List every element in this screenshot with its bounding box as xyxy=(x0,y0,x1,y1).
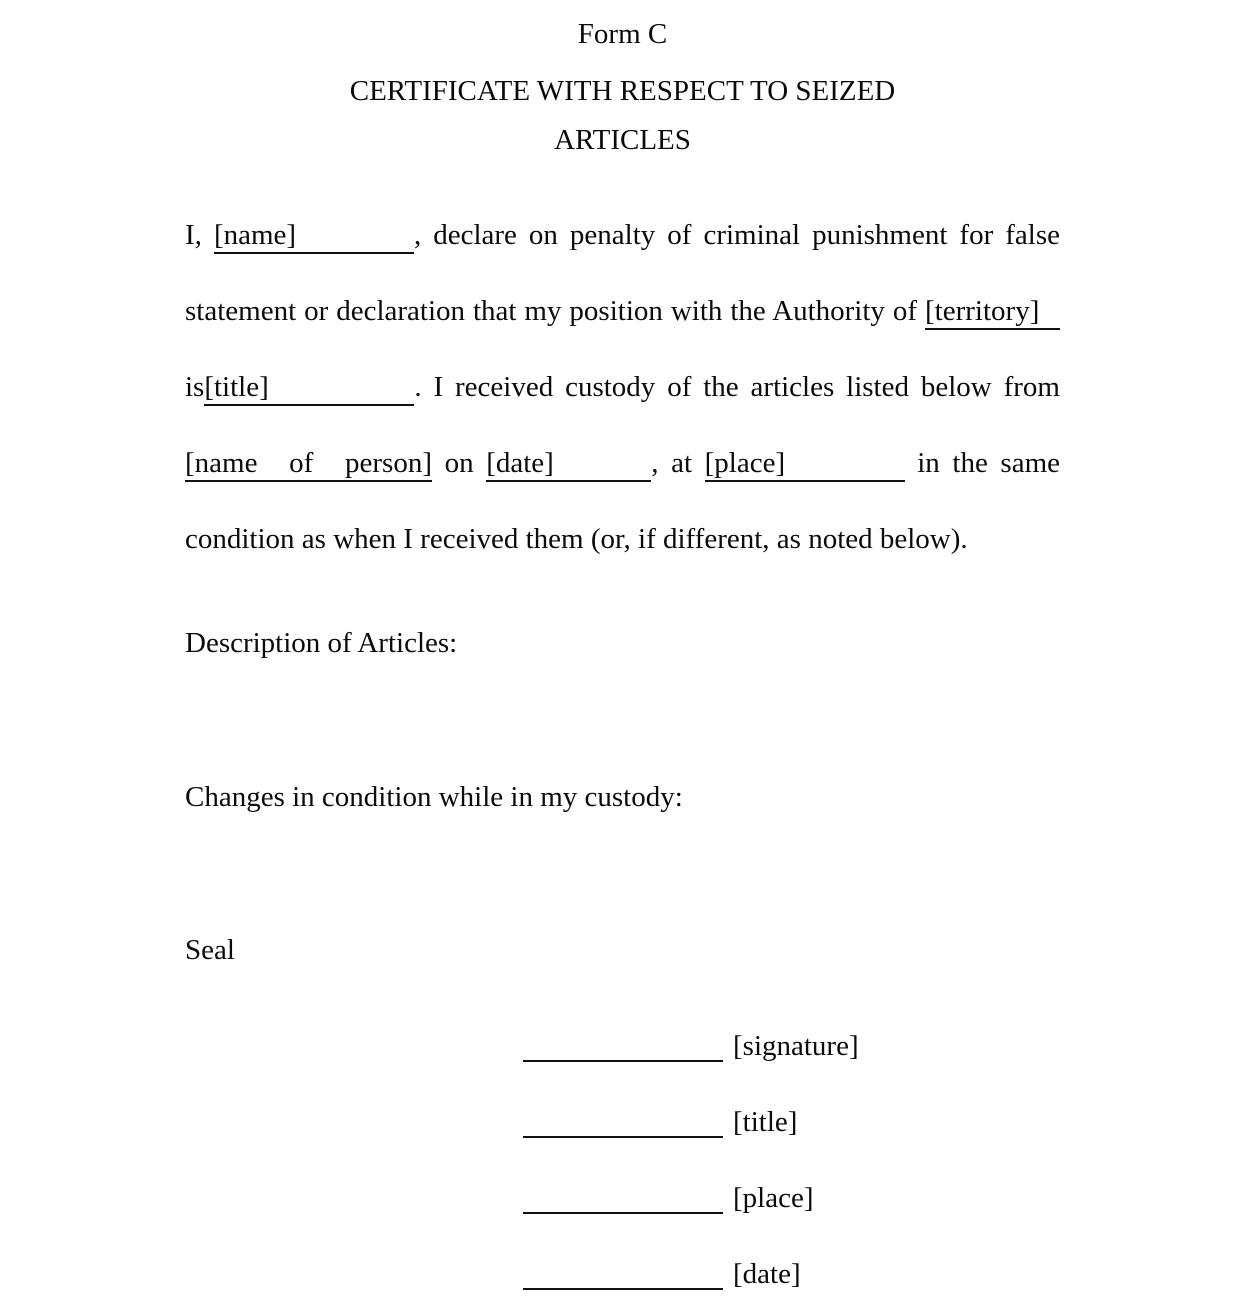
date-row xyxy=(523,1236,1060,1312)
date-blank[interactable] xyxy=(486,446,651,482)
description-of-articles-label: Description of Articles: xyxy=(185,627,458,659)
declaration-paragraph xyxy=(185,197,1060,577)
line4-mid1-text: on xyxy=(444,447,474,479)
line1-post-text: , declare on penalty of criminal punishment for false xyxy=(413,219,1061,251)
line3-pre-text: is xyxy=(185,371,205,403)
document-title-line-2: ARTICLES xyxy=(554,124,691,156)
signature-label: [signature] xyxy=(733,1030,859,1062)
line1-pre-text: I, xyxy=(185,219,202,251)
date-placeholder: [date] xyxy=(486,447,554,479)
title-line[interactable] xyxy=(523,1104,723,1138)
line2-pre-text: statement or declaration that my position with the Authority of xyxy=(185,295,918,327)
place-line[interactable] xyxy=(523,1180,723,1214)
date-label: [date] xyxy=(733,1258,801,1290)
declaration-line-1 xyxy=(185,197,1060,273)
signature-row xyxy=(523,1008,1060,1084)
signature-block xyxy=(185,1008,1060,1312)
territory-blank[interactable] xyxy=(925,294,1060,330)
title-placeholder: [title] xyxy=(204,371,269,403)
territory-placeholder: [territory] xyxy=(925,295,1040,327)
line5-text: condition as when I received them (or, if different, as noted below). xyxy=(185,523,968,555)
name-placeholder: [name] xyxy=(213,219,297,251)
title-label: [title] xyxy=(733,1106,798,1138)
place-placeholder: [place] xyxy=(704,447,786,479)
title-row xyxy=(523,1084,1060,1160)
declaration-line-2 xyxy=(185,273,1060,349)
place-label: [place] xyxy=(733,1182,814,1214)
line4-mid2-text: , at xyxy=(651,447,693,479)
person-name-placeholder: [name of person] xyxy=(185,447,432,479)
document-title-line-1: CERTIFICATE WITH RESPECT TO SEIZED xyxy=(349,75,896,107)
declaration-line-4 xyxy=(185,425,1060,501)
name-blank[interactable] xyxy=(214,218,414,254)
form-number-label: Form C xyxy=(577,18,668,50)
signature-line[interactable] xyxy=(523,1028,723,1062)
seal-label: Seal xyxy=(185,934,235,966)
place-row xyxy=(523,1160,1060,1236)
declaration-line-5 xyxy=(185,501,1060,577)
date-line[interactable] xyxy=(523,1256,723,1290)
line4-post-text: in the same xyxy=(917,447,1061,479)
place-blank[interactable] xyxy=(705,446,905,482)
changes-in-condition-label: Changes in condition while in my custody: xyxy=(185,781,683,813)
title-blank[interactable] xyxy=(204,370,414,406)
person-name-blank[interactable] xyxy=(185,446,432,482)
declaration-line-3 xyxy=(185,349,1060,425)
line3-post-text: . I received custody of the articles listed below from xyxy=(414,371,1060,403)
